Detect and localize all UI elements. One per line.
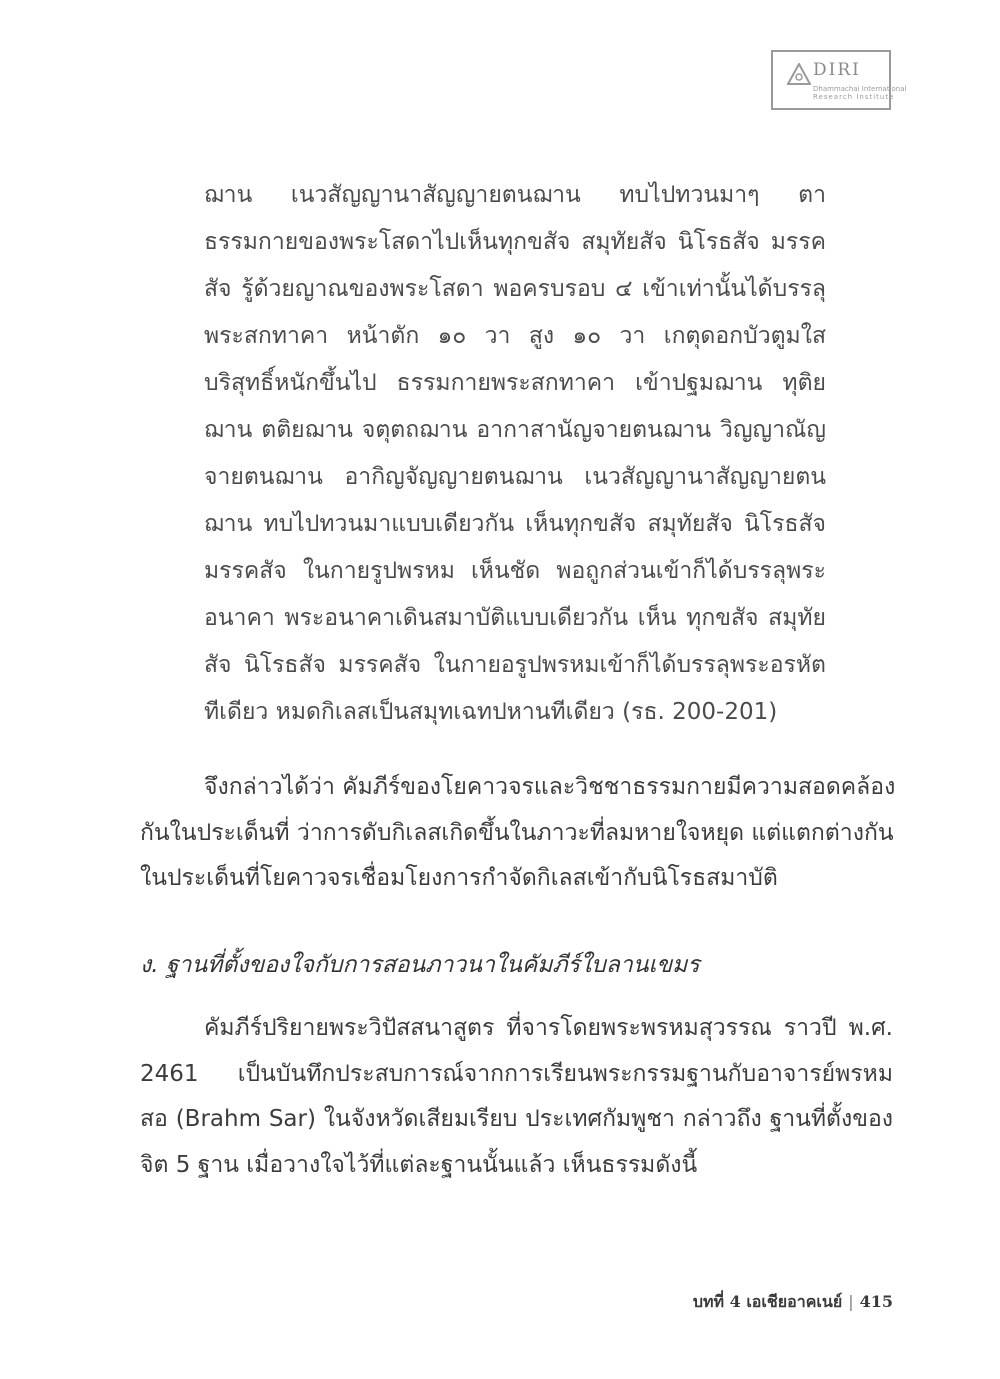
logo-text: DIRI (813, 60, 861, 80)
quote-line: มรรคสัจ ในกายรูปพรหม เห็นชัด พอถูกส่วนเข้าก็ได้บรรลุพระ (204, 558, 826, 584)
section-heading: ง. ฐานที่ตั้งของใจกับการสอนภาวนาในคัมภีร์ใบลานเขมร (140, 952, 700, 978)
quote-line: ฌาน ตติยฌาน จตุตถฌาน อากาสานัญจายตนฌาน วิญญาณัญ (204, 417, 826, 443)
page-footer (608, 1290, 893, 1315)
chapter-title: บทที่ 4 เอเชียอาคเนย์ (692, 1292, 843, 1311)
triangle-logo-icon (787, 63, 811, 85)
paragraph-scripture (140, 1006, 893, 1188)
quote-line: จายตนฌาน อากิญจัญญายตนฌาน เนวสัญญานาสัญญายตน (204, 464, 826, 490)
paragraph-line: สอ (Brahm Sar) ในจังหวัดเสียมเรียบ ประเทศกัมพูชา กล่าวถึง ฐานที่ตั้งของ (140, 1106, 893, 1132)
logo-subtitle-2: Research Institute (813, 93, 895, 101)
paragraph-line: จิต 5 ฐาน เมื่อวางใจไว้ที่แต่ละฐานนั้นแล้ว เห็นธรรมดังนี้ (140, 1151, 698, 1178)
paragraph-line: คัมภีร์ปริยายพระวิปัสสนาสูตร ที่จารโดยพระพรหมสุวรรณ ราวปี พ.ศ. (204, 1015, 893, 1041)
quote-line: สัจ นิโรธสัจ มรรคสัจ ในกายอรูปพรหมเข้าก็ได้บรรลุพระอรหัต (204, 652, 826, 678)
quote-line: ฌาน ทบไปทวนมาแบบเดียวกัน เห็นทุกขสัจ สมุทัยสัจ นิโรธสัจ (204, 511, 826, 537)
paragraph-line: จึงกล่าวได้ว่า คัมภีร์ของโยคาวจรและวิชชาธรรมกายมีความสอดคล้อง (204, 774, 896, 800)
quote-line: ฌาน เนวสัญญานาสัญญายตนฌาน ทบไปทวนมาๆ ตา (204, 182, 826, 208)
quote-line: ธรรมกายของพระโสดาไปเห็นทุกขสัจ สมุทัยสัจ นิโรธสัจ มรรค (204, 229, 826, 255)
quote-line: ทีเดียว หมดกิเลสเป็นสมุทเฉทปหานทีเดียว (รธ. 200-201) (204, 699, 778, 725)
logo-subtitle-1: Dhammachai International (813, 85, 907, 93)
quote-line: บริสุทธิ์หนักขึ้นไป ธรรมกายพระสกทาคา เข้าปฐมฌาน ทุติย (204, 370, 826, 396)
quote-line: สัจ รู้ด้วยญาณของพระโสดา พอครบรอบ ๔ เข้าเท่านั้นได้บรรลุ (204, 276, 826, 302)
page-number: 415 (859, 1292, 893, 1311)
paragraph-conclusion (140, 765, 896, 902)
quote-line: พระสกทาคา หน้าตัก ๑๐ วา สูง ๑๐ วา เกตุดอกบัวตูมใส (204, 323, 826, 349)
paragraph-line: 2461 เป็นบันทึกประสบการณ์จากการเรียนพระกรรมฐานกับอาจารย์พรหม (140, 1060, 893, 1087)
footer-separator: | (848, 1292, 854, 1311)
institute-logo (771, 50, 907, 110)
paragraph-line: ในประเด็นที่โยคาวจรเชื่อมโยงการกำจัดกิเลสเข้ากับนิโรธสมาบัติ (140, 865, 778, 891)
paragraph-line: กันในประเด็นที่ ว่าการดับกิเลสเกิดขึ้นในภาวะที่ลมหายใจหยุด แต่แตกต่างกัน (140, 819, 894, 846)
block-quote (204, 172, 826, 736)
quote-line: อนาคา พระอนาคาเดินสมาบัติแบบเดียวกัน เห็น ทุกขสัจ สมุทัย (204, 605, 826, 631)
